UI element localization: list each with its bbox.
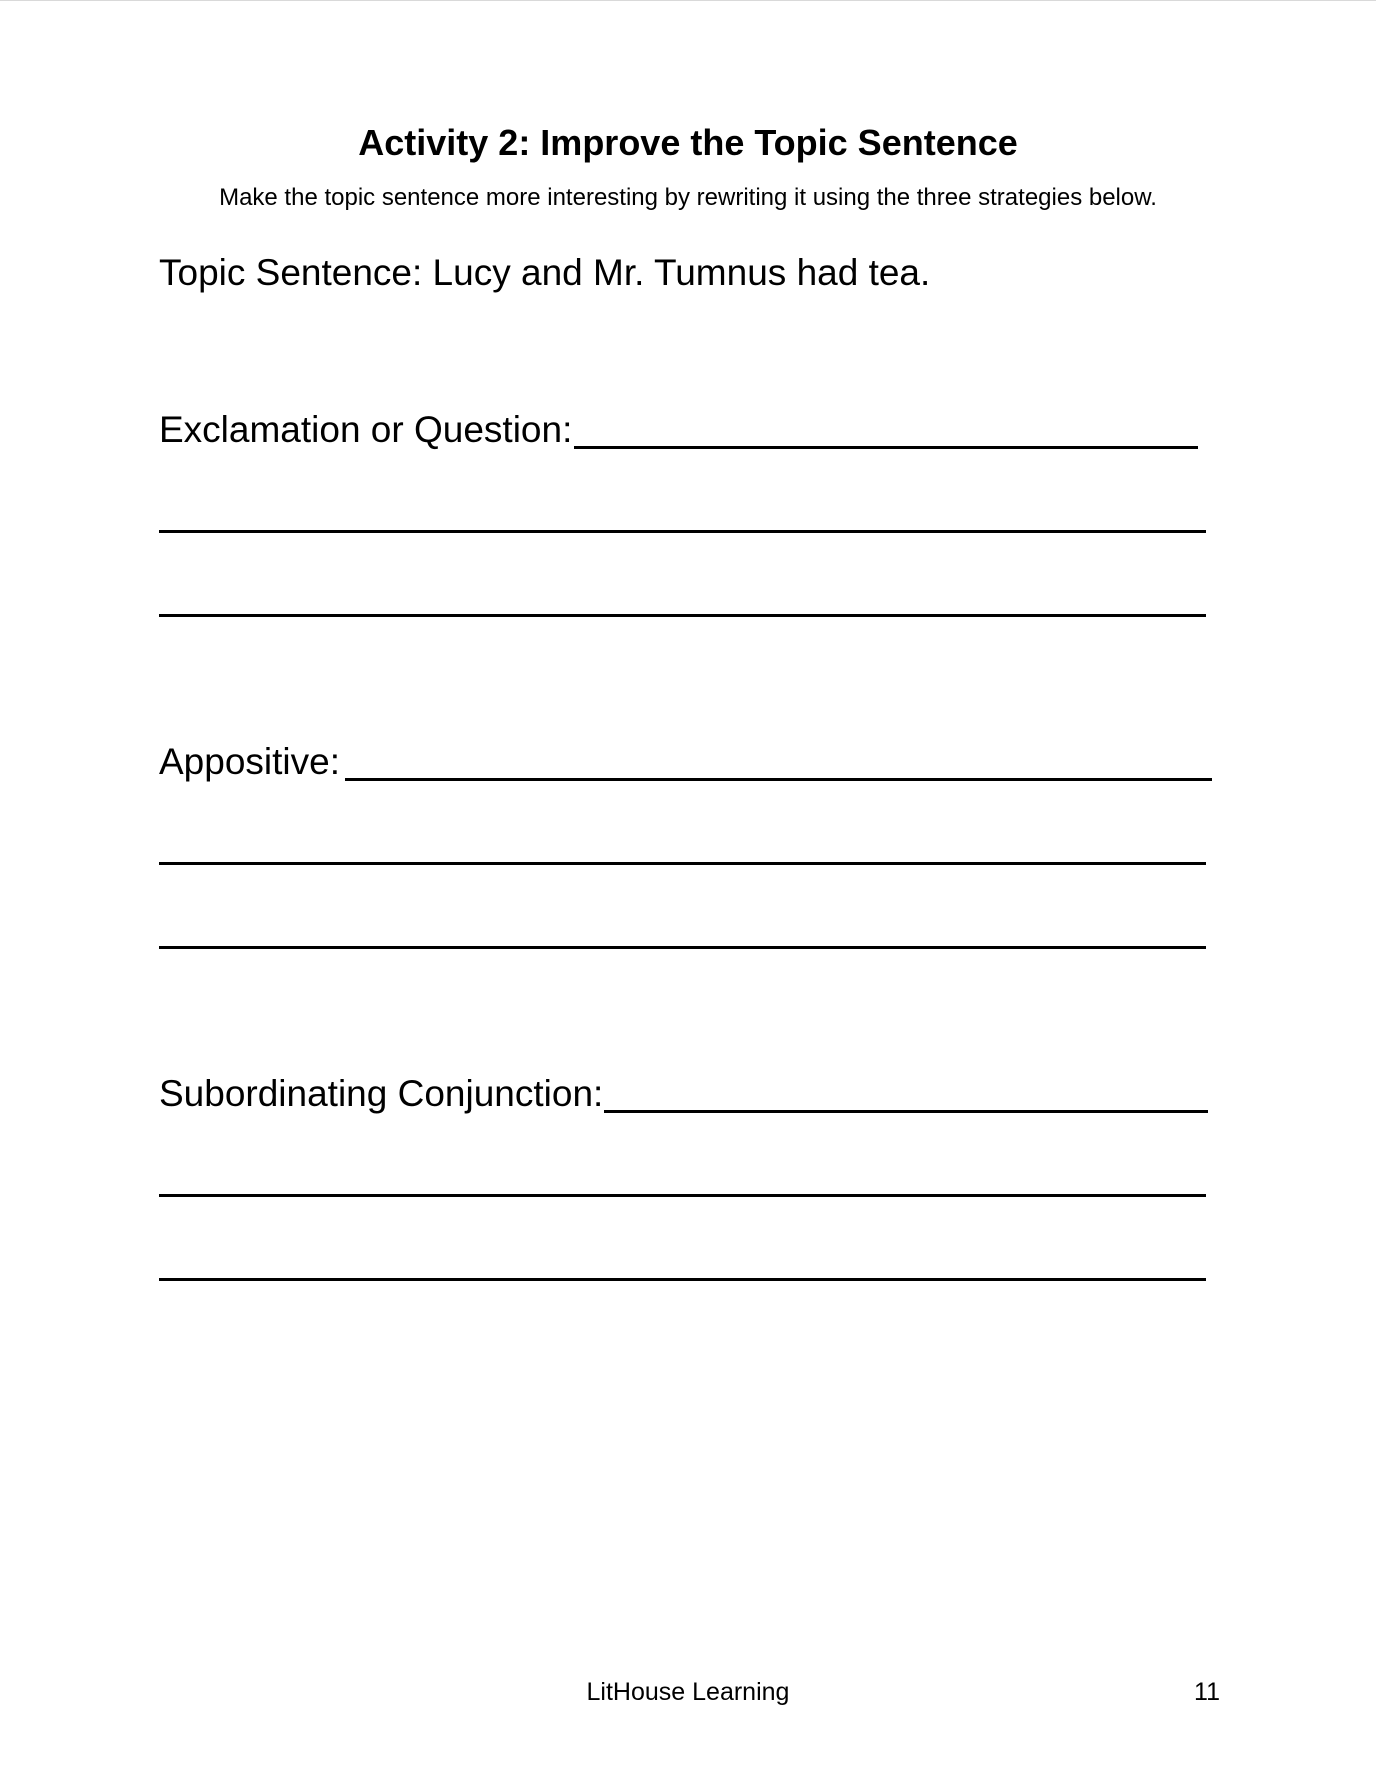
topic-sentence: Topic Sentence: Lucy and Mr. Tumnus had tea. xyxy=(159,252,931,293)
page-number: 11 xyxy=(1194,1678,1220,1706)
answer-line[interactable] xyxy=(159,614,1206,617)
answer-line[interactable] xyxy=(604,1110,1208,1113)
answer-line[interactable] xyxy=(159,1194,1206,1197)
answer-line[interactable] xyxy=(159,946,1206,949)
answer-line[interactable] xyxy=(159,1278,1206,1281)
answer-line[interactable] xyxy=(159,862,1206,865)
activity-instructions: Make the topic sentence more interesting by rewriting it using the three strategies below. xyxy=(219,184,1157,211)
strategy-label-subordinating-conjunction: Subordinating Conjunction: xyxy=(159,1073,604,1114)
strategy-label-exclamation: Exclamation or Question: xyxy=(159,409,573,450)
answer-line[interactable] xyxy=(345,778,1212,781)
activity-title: Activity 2: Improve the Topic Sentence xyxy=(358,122,1018,163)
answer-line[interactable] xyxy=(159,530,1206,533)
strategy-label-appositive: Appositive: xyxy=(159,741,340,782)
answer-line[interactable] xyxy=(574,446,1198,449)
footer-brand: LitHouse Learning xyxy=(586,1678,790,1706)
page-top-border xyxy=(0,0,1376,1)
